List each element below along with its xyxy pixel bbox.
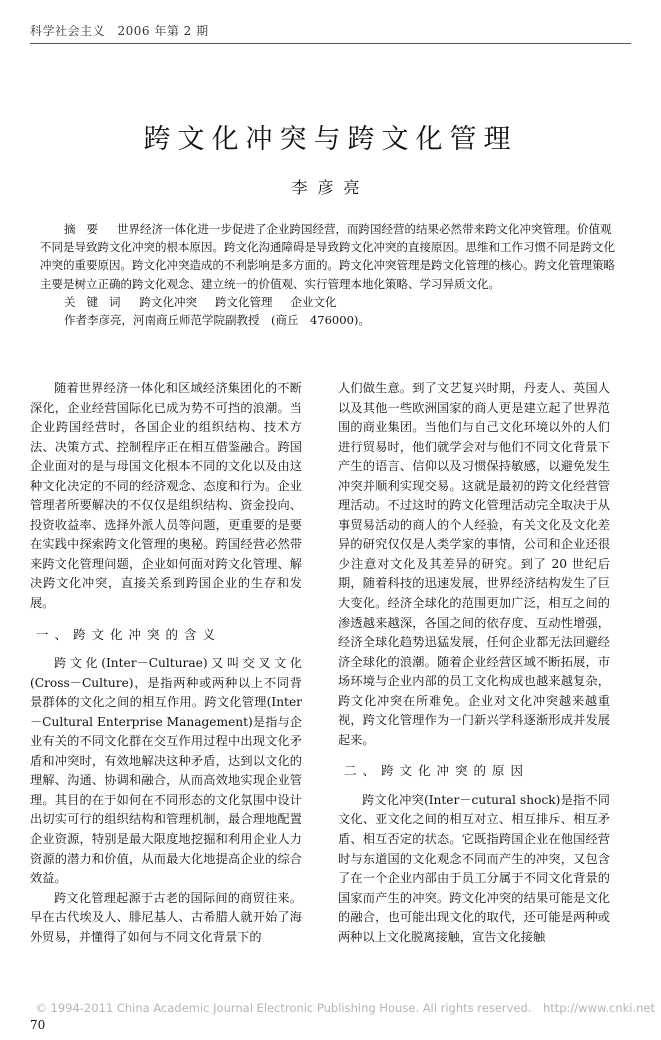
body-paragraph: 随着世界经济一体化和区域经济集团化的不断深化，企业经营国际化已成为势不可挡的浪潮。当企业跨国经营时，各国企业的组织结构、技术方法、决策方式、控制程序正在相互借鉴融合。跨国企业面对的是与母国文化根本不同的文化以及由这种文化决定的不同的经济观念、态度和行为。企业管理者所要解决的不仅仅是组织结构、资金投向、投资收益率、选择外派人员等问题，更重要的是要在实践中探索跨文化管理的奥秘。跨国经营必然带来跨文化管理问题，企业如何面对跨文化管理、解决跨文化冲突，直接关系到跨国企业的生存和发展。 bbox=[30, 381, 302, 611]
keyword: 企业文化 bbox=[290, 294, 337, 309]
article-author: 李彦亮 bbox=[291, 178, 370, 197]
section-heading: 二、跨文化冲突的原因 bbox=[344, 763, 530, 779]
author-note: 作者李彦亮，河南商丘师范学院副教授 (商丘 476000)。 bbox=[64, 313, 370, 328]
abstract bbox=[40, 220, 621, 293]
left-column bbox=[30, 379, 302, 947]
body-paragraph: 人们做生意。到了文艺复兴时期，丹麦人、英国人以及其他一些欧洲国家的商人更是建立起了世界范围的商业集团。当他们与自己文化环境以外的人们进行贸易时，他们就学会对与他们不同文化背景下产生的语言、信仰以及习惯保持敏感，以避免发生冲突并顺利实现交易。这就是最初的跨文化经营管理活动。不过这时的跨文化管理活动完全取决于从事贸易活动的商人的个人经验，有关文化及文化差异的研究仅仅是人类学家的事情，公司和企业还很少注意对文化及其差异的研究。到了 20 世纪后期，随着科技的迅速发展，世界经济结构发生了巨大变化。经济全球化的范围更加广泛，相互之间的渗透越来越深，各国之间的依存度、互动性增强，经济全球化趋势迅猛发展，任何企业都无法回避经济全球化的浪潮。随着企业经营区域不断拓展，市场环境与企业内部的员工文化构成也越来越复杂，跨文化冲突在所难免。企业对文化冲突越来越重视，跨文化管理作为一门新兴学科逐渐形成并发展起来。 bbox=[338, 381, 610, 747]
body-paragraph: 跨文化冲突(Inter－cutural shock)是指不同文化、亚文化之间的相互对立、相互排斥、相互矛盾、相互否定的状态。它既指跨国企业在他国经营时与东道国的文化观念不同而产生的冲突，又包含了在一个企业内部由于员工分属于不同文化背景的国家而产生的冲突。跨文化冲突的结果可能是文化的融合，也可能出现文化的取代，还可能是两种或两种以上文化脱离接触，宣告文化接触 bbox=[338, 792, 610, 944]
right-column bbox=[338, 379, 610, 947]
article-title: 跨文化冲突与跨文化管理 bbox=[143, 124, 518, 155]
running-head: 科学社会主义 2006 年第 2 期 bbox=[30, 24, 209, 38]
abstract-label: 摘要 bbox=[64, 222, 109, 236]
section-heading: 一、跨文化冲突的含义 bbox=[36, 626, 222, 642]
abstract-text: 世界经济一体化进一步促进了企业跨国经营，而跨国经营的结果必然带来跨文化冲突管理。价值观不同是导致跨文化冲突的根本原因。跨文化沟通障碍是导致跨文化冲突的直接原因。思维和工作习惯不同是跨文化冲突的重要原因。跨文化冲突造成的不利影响是多方面的。跨文化冲突管理是跨文化管理的核心。跨文化管理策略主要是树立正确的跨文化观念、建立统一的价值观、实行管理本地化策略、学习异质文化。 bbox=[40, 222, 615, 291]
keywords-label: 关键词 bbox=[64, 294, 132, 309]
keywords bbox=[40, 293, 621, 311]
body-paragraph: 跨文化(Inter－Culturae)又叫交叉文化(Cross－Culture)，是指两种或两种以上不同背景群体的文化之间的相互作用。跨文化管理(Inter－Cultural Enterprise Management)是指与企业有关的不同文化群在交互作用过程中出现文化矛盾和冲突时，有效地解决这种矛盾，达到以文化的理解、沟通、协调和融合，从而高效地实现企业管理。其目的在于如何在不同形态的文化氛围中设计出切实可行的组织结构和管理机制，最合理地配置企业资源，特别是最大限度地挖掘和利用企业人力资源的潜力和价值，从而最大化地提高企业的综合效益。 bbox=[30, 656, 302, 886]
copyright-watermark: © 1994-2011 China Academic Journal Electronic Publishing House. All rights reserved. http://www.cnki.net bbox=[35, 1001, 655, 1015]
body-paragraph: 跨文化管理起源于古老的国际间的商贸往来。早在古代埃及人、腓尼基人、古希腊人就开始了海外贸易，并懂得了如何与不同文化背景下的 bbox=[30, 890, 302, 944]
front-matter bbox=[40, 220, 621, 329]
page-number: 70 bbox=[30, 1018, 46, 1032]
keyword: 跨文化冲突 bbox=[139, 294, 197, 309]
header-rule bbox=[30, 43, 631, 44]
keyword: 跨文化管理 bbox=[215, 294, 273, 309]
